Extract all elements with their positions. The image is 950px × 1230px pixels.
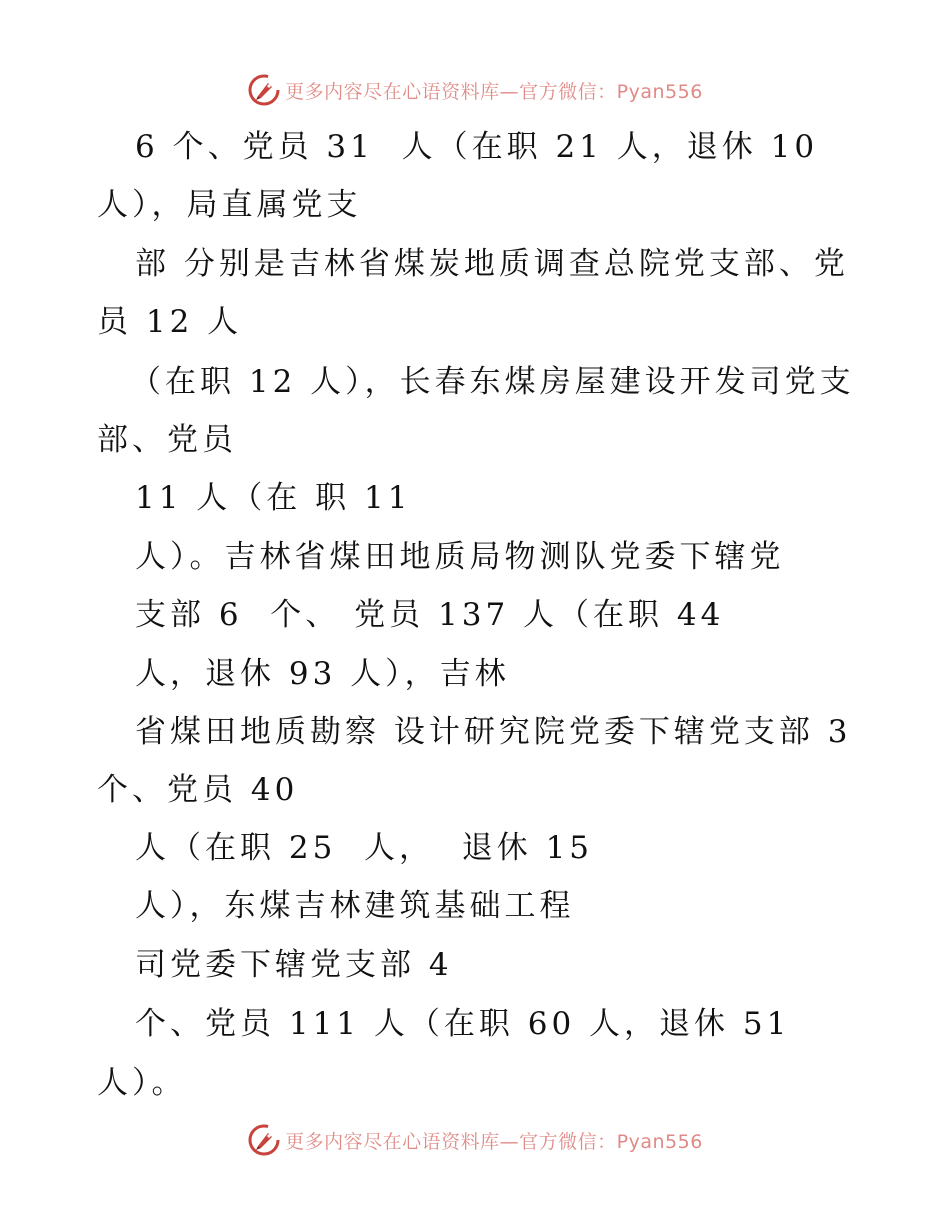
- body-line: 司党委下辖党支部 4: [135, 947, 453, 983]
- body-line: 员 12 人: [97, 304, 243, 340]
- body-line: 6 个、党员 31 人（在职 21 人，退休 10: [135, 129, 819, 165]
- header-banner-text: 更多内容尽在心语资料库—官方微信：Pyan556: [285, 80, 703, 103]
- body-line: 部、党员: [97, 422, 237, 458]
- body-line: 省煤田地质勘察 设计研究院党委下辖党支部 3: [135, 714, 852, 750]
- body-line: 人），局直属党支: [97, 187, 362, 223]
- body-line: 人）。吉林省煤田地质局物测队党委下辖党: [135, 539, 785, 575]
- body-line: 人），东煤吉林建筑基础工程: [135, 888, 575, 924]
- body-line: 人）。: [97, 1065, 187, 1101]
- body-line: 人，退休 93 人），吉林: [135, 656, 510, 692]
- body-line: 11 人（在 职 11: [135, 480, 412, 516]
- body-line: 部 分别是吉林省煤炭地质调查总院党支部、党: [135, 246, 849, 282]
- body-line: 支部 6 个、 党员 137 人（在职 44: [135, 597, 725, 633]
- body-line: 个、党员 40: [97, 772, 299, 808]
- body-line: 个、党员 111 人（在职 60 人，退休 51: [135, 1006, 791, 1042]
- pen-nib-logo-icon: [247, 1123, 281, 1157]
- body-line: 人（在职 25 人， 退休 15: [135, 830, 594, 866]
- footer-banner: [0, 1120, 950, 1160]
- footer-banner-text: 更多内容尽在心语资料库—官方微信：Pyan556: [285, 1130, 703, 1153]
- body-line: （在职 12 人），长春东煤房屋建设开发司党支: [130, 364, 855, 400]
